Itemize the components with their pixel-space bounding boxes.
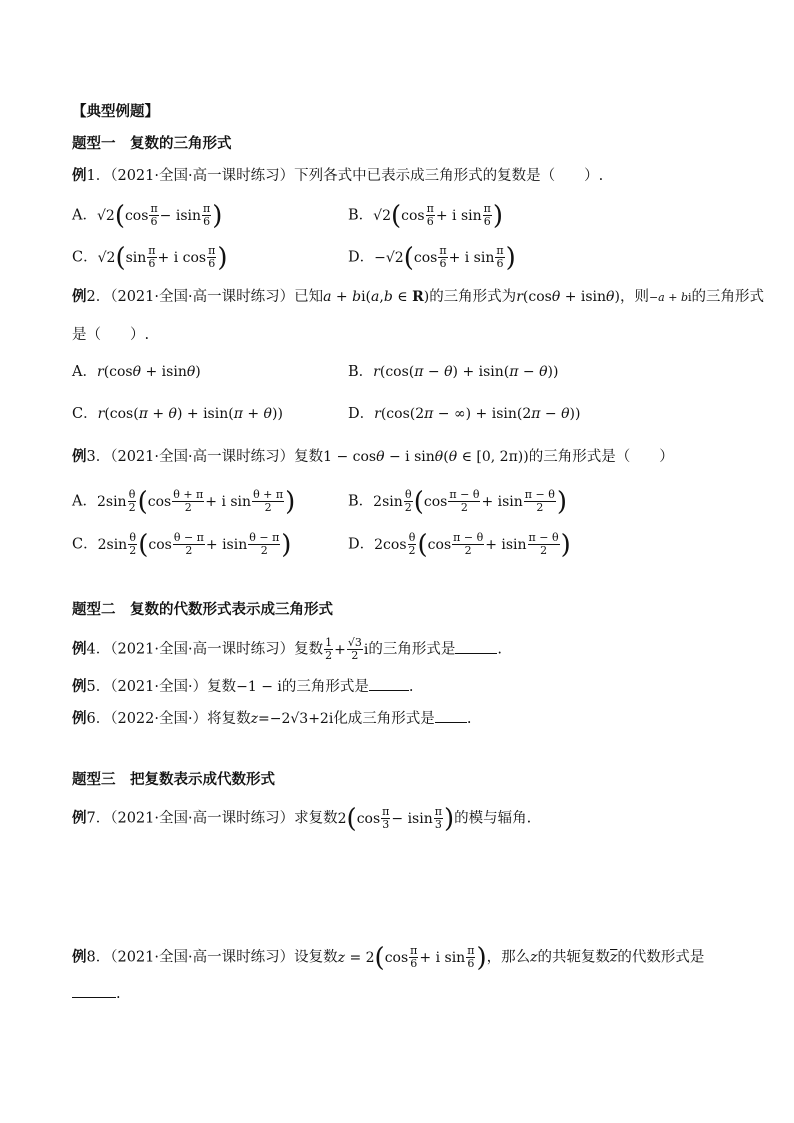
example-3-option-a: A．2sin $\frac{\theta}{2}$ (cos $\frac{\theta + \pi}{2}$ + i sin $\frac{\theta + \pi}{2}$ ) (72, 486, 296, 517)
example-1-stem: 例1．（2021·全国·高一课时练习）下列各式中已表示成三角形式的复数是（ ）. (72, 168, 604, 184)
example-2-stem-cont: 是（ ）. (72, 327, 150, 343)
section-title-2: 题型二 复数的代数形式表示成三角形式 (72, 602, 333, 618)
example-4-stem: 例4．（2021·全国·高一课时练习）复数 $\frac{1}{2}$ + $\frac{√3}{2}$ i的三角形式是 . (72, 636, 502, 662)
example-2-option-b: B．r(cos(π − θ) + isin(π − θ)) (348, 364, 559, 380)
example-6-stem: 例6．（2022·全国·）将复数z=−2√3+2i化成三角形式是 . (72, 708, 471, 729)
example-1-option-a: A．√2(cos $\frac{\pi}{6}$ − isin $\frac{\pi}{6}$ ) (72, 200, 223, 231)
example-3-option-c: C．2sin $\frac{\theta}{2}$ (cos $\frac{\theta - \pi}{2}$ + isin $\frac{\theta - \pi}{2}$ ) (72, 529, 292, 560)
example-1-option-d: D．−√2(cos $\frac{\pi}{6}$ + i sin $\frac{\pi}{6}$ ) (348, 242, 516, 273)
example-3-option-b: B．2sin $\frac{\theta}{2}$ (cos $\frac{\pi - \theta}{2}$ + isin $\frac{\pi - \theta}{2}$ ) (348, 486, 567, 517)
example-2-option-a: A．r(cosθ + isinθ) (72, 364, 201, 380)
example-2-option-d: D．r(cos(2π − ∞) + isin(2π − θ)) (348, 406, 581, 422)
example-3-stem: 例3．（2021·全国·高一课时练习）复数1 − cosθ − i sinθ(θ ∈ [0, 2π))的三角形式是（ ） (72, 449, 674, 465)
example-5-stem: 例5．（2021·全国·）复数−1 − i的三角形式是 . (72, 676, 413, 697)
example-1-option-c: C．√2(sin $\frac{\pi}{6}$ + i cos $\frac{\pi}{6}$ ) (72, 242, 228, 273)
example-2-option-c: C．r(cos(π + θ) + isin(π + θ)) (72, 406, 283, 422)
example-7-stem: 例7．（2021·全国·高一课时练习）求复数2(cos $\frac{\pi}{3}$ − isin $\frac{\pi}{3}$ )的模与辐角. (72, 803, 532, 834)
section-header: 【典型例题】 (72, 104, 159, 120)
example-2-stem: 例2．（2021·全国·高一课时练习）已知a + bi(a,b ∈ R)的三角形式为r(cosθ + isinθ)，则−a + bi的三角形式 (72, 289, 765, 305)
example-1-option-b: B．√2(cos $\frac{\pi}{6}$ + i sin $\frac{\pi}{6}$ ) (348, 200, 504, 231)
example-8-stem: 例8．（2021·全国·高一课时练习）设复数z = 2(cos $\frac{\pi}{6}$ + i sin $\frac{\pi}{6}$ )，那么z的共轭复数$\overline{z}$的代数形式是 (72, 942, 705, 973)
section-title-1: 题型一 复数的三角形式 (72, 136, 232, 152)
example-3-option-d: D．2cos $\frac{\theta}{2}$ (cos $\frac{\pi - \theta}{2}$ + isin $\frac{\pi - \theta}{2}$ ) (348, 529, 571, 560)
section-title-3: 题型三 把复数表示成代数形式 (72, 772, 275, 788)
example-8-answer-line: . (72, 983, 121, 1004)
